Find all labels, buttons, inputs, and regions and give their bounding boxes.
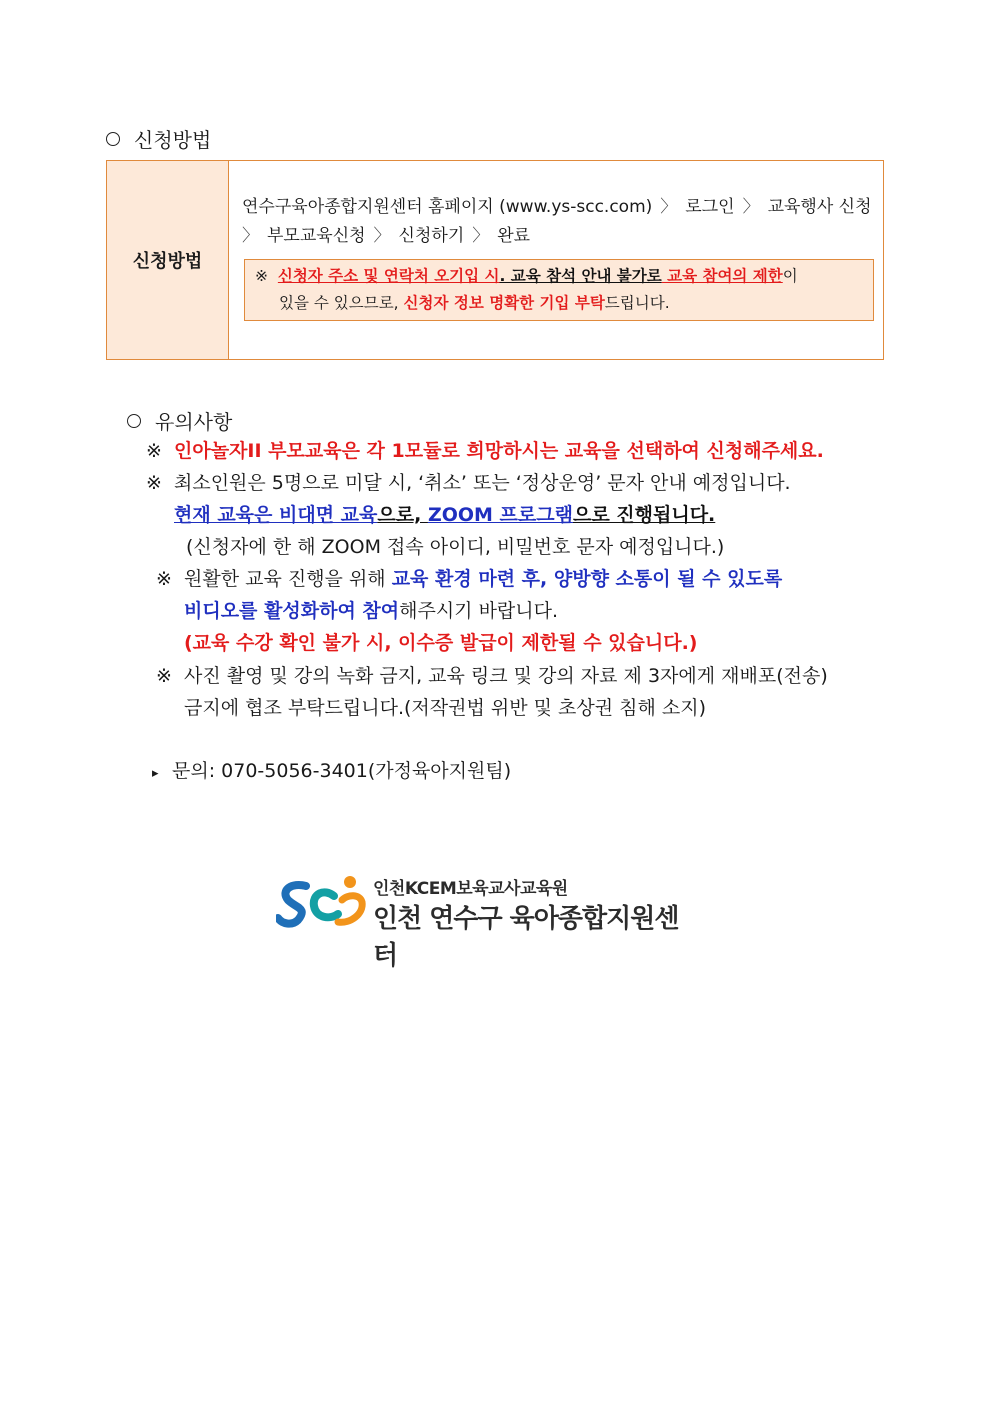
caution-note-4-cont: 금지에 협조 부탁드립니다.(저작권법 위반 및 초상권 침해 소지)	[184, 697, 706, 719]
notice-line-1: ※ 신청자 주소 및 연락처 오기입 시. 교육 참석 안내 불가로 교육 참여의 제한이	[255, 267, 798, 285]
method-table-label: 신청방법	[107, 161, 229, 359]
application-path: 연수구육아종합지원센터 홈페이지 (www.ys-scc.com) 〉 로그인 〉 교육행사 신청 〉 부모교육신청 〉 신청하기 〉 완료	[242, 193, 882, 251]
caution-note-2-online: 현재 교육은 비대면 교육으로, ZOOM 프로그램으로 진행됩니다.	[174, 504, 716, 526]
caution-note-4: ※ 사진 촬영 및 강의 녹화 금지, 교육 링크 및 강의 자료 제 3자에게 재배포(전송)	[156, 665, 828, 687]
caution-heading: 유의사항	[127, 406, 232, 435]
circle-bullet-icon	[106, 132, 120, 146]
caution-note-1: ※ 인아놀자II 부모교육은 각 1모듈로 희망하시는 교육을 선택하여 신청해주세요.	[146, 440, 824, 462]
caution-note-2: ※ 최소인원은 5명으로 미달 시, ‘취소’ 또는 ‘정상운영’ 문자 안내 예정입니다.	[146, 472, 791, 494]
notice-box	[244, 259, 874, 321]
contact-line: ▸ 문의: 070-5056-3401(가정육아지원팀)	[152, 755, 511, 790]
chevron-right-icon: 〉	[242, 226, 259, 246]
logo-main-text: 인천 연수구 육아종합지원센터	[373, 904, 679, 971]
scc-logo-icon	[276, 870, 368, 930]
caution-note-2-zoom: (신청자에 한 해 ZOOM 접속 아이디, 비밀번호 문자 예정입니다.)	[186, 536, 725, 558]
chevron-right-icon: 〉	[373, 226, 391, 246]
circle-bullet-icon	[127, 414, 141, 428]
notice-line-2: 있을 수 있으므로, 신청자 정보 명확한 기입 부탁드립니다.	[279, 294, 670, 312]
method-table	[106, 160, 884, 360]
chevron-right-icon: 〉	[742, 197, 760, 217]
logo-top-text: 인천KCEM보육교사교육원	[373, 879, 568, 899]
caution-note-3-warning: (교육 수강 확인 불가 시, 이수증 발급이 제한될 수 있습니다.)	[184, 632, 698, 654]
method-table-body	[229, 161, 883, 359]
caution-note-3-video: 비디오를 활성화하여 참여해주시기 바랍니다.	[184, 600, 559, 622]
caution-note-3: ※ 원활한 교육 진행을 위해 교육 환경 마련 후, 양방향 소통이 될 수 있도록	[156, 568, 783, 590]
chevron-right-icon: 〉	[660, 197, 678, 217]
method-heading: 신청방법	[106, 124, 211, 153]
center-logo	[276, 870, 686, 971]
chevron-right-icon: 〉	[472, 226, 490, 246]
triangle-bullet-icon: ▸	[152, 766, 159, 781]
